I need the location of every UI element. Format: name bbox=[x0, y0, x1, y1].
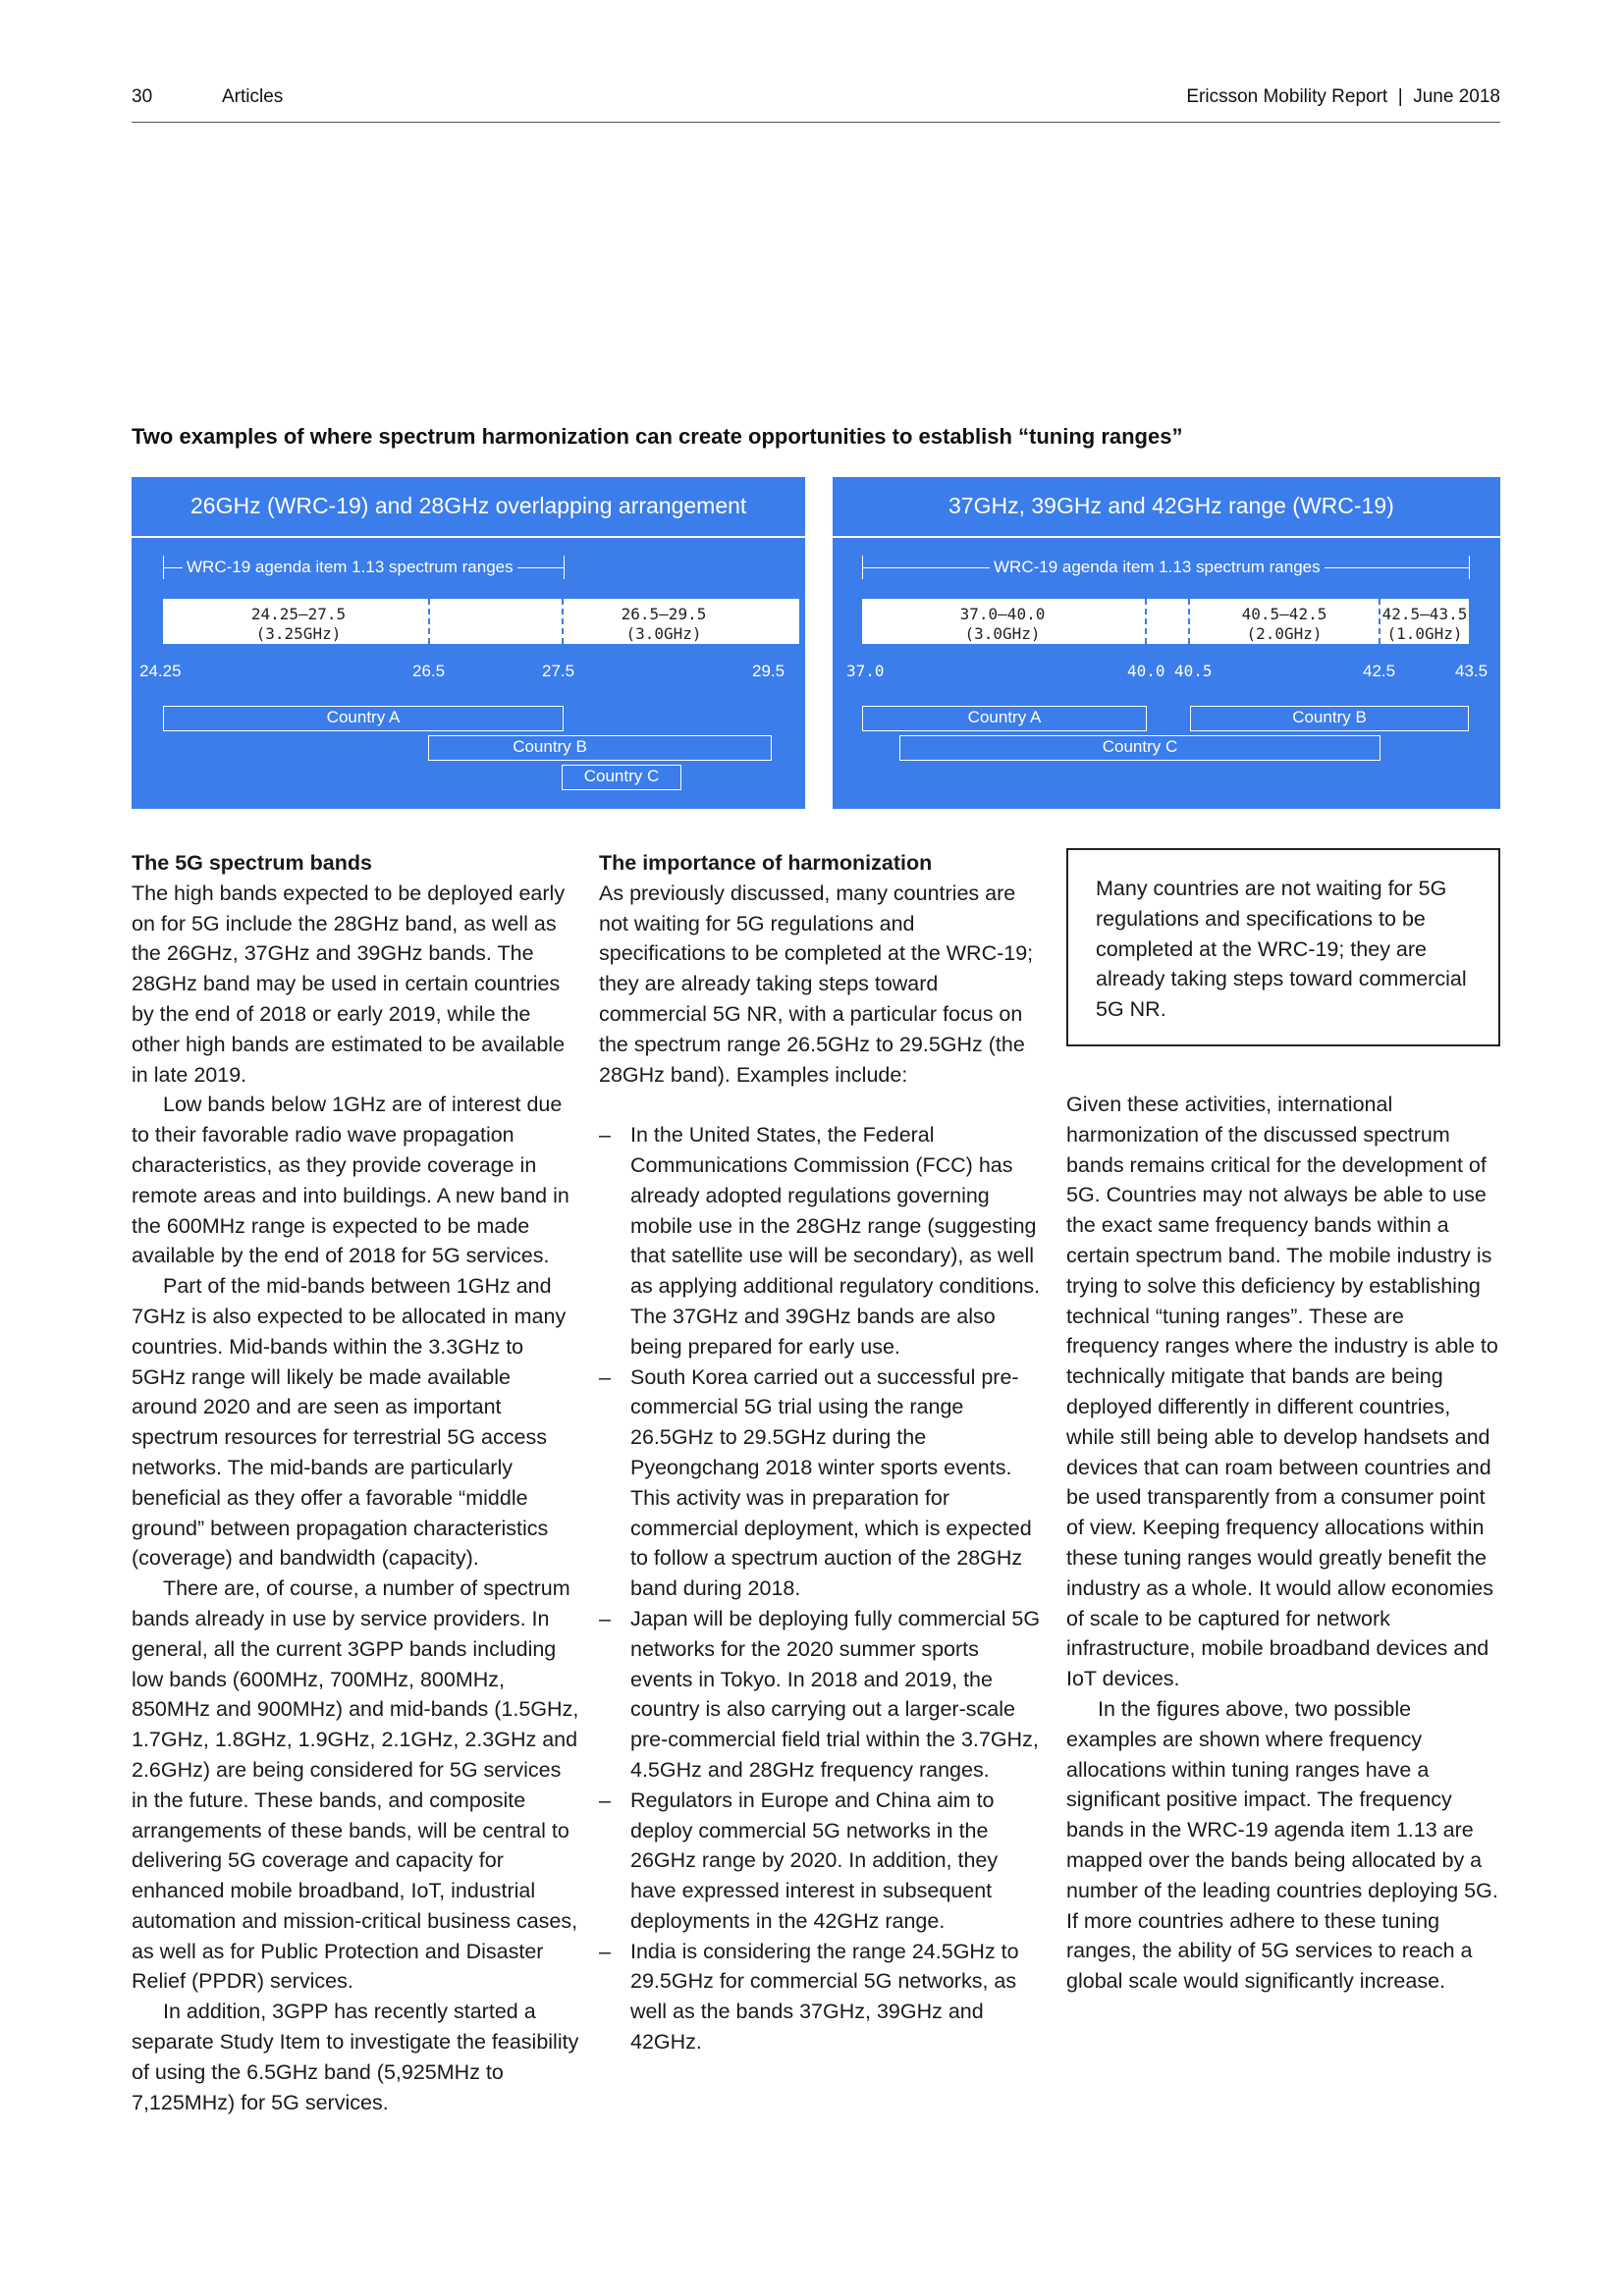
country-c-label: Country C bbox=[583, 767, 660, 785]
band-range: 40.5–42.5 bbox=[1241, 605, 1327, 623]
band-divider-27-5 bbox=[562, 599, 564, 644]
band-range: 26.5–29.5 bbox=[621, 605, 707, 623]
panel-title: 37GHz, 39GHz and 42GHz range (WRC-19) bbox=[948, 493, 1394, 518]
band-24-27-5 bbox=[210, 605, 387, 644]
tick-label: 42.5 bbox=[1363, 662, 1396, 680]
section-heading: The 5G spectrum bands bbox=[132, 851, 372, 875]
tick-label: 27.5 bbox=[542, 662, 575, 680]
band-42-5-43-5 bbox=[1380, 605, 1469, 644]
list-item-text: The 37GHz and 39GHz bands are also being prepared for early use. bbox=[630, 1304, 996, 1359]
pull-quote bbox=[1066, 848, 1500, 1046]
list-item bbox=[599, 1120, 1043, 1362]
wrc-range-end bbox=[1469, 556, 1470, 579]
paragraph: The high bands expected to be deployed early on for 5G include the 28GHz band, as well as the 26GHz, 37GHz and 39GHz bands. The 28GHz band may be used in certain countries by the end of 2018 or early 2019, while the other high bands are estimated to be available in late 2019. bbox=[132, 881, 566, 1087]
panel-title: 26GHz (WRC-19) and 28GHz overlapping arrangement bbox=[190, 493, 747, 518]
band-range: 24.25–27.5 bbox=[250, 605, 347, 623]
paragraph: As previously discussed, many countries are not waiting for 5G regulations and specifications to be completed at the WRC-19; they are already taking steps toward commercial 5G NR, with a particular focus on the spectrum range 26.5GHz to 29.5GHz (the 28GHz band). Examples include: bbox=[599, 881, 1034, 1087]
column-harmonization bbox=[599, 848, 1043, 2057]
band-width: (3.25GHz) bbox=[255, 624, 342, 643]
paragraph: In the figures above, two possible examples are shown where frequency allocations within tuning ranges have a significant positive impact. The frequency bands in the WRC-19 agenda item 1.13 are mapped over the bands being allocated by a number of the leading countries deploying 5G. If more countries adhere to these tuning ranges, the ability of 5G services to reach a global scale would significantly increase. bbox=[1066, 1696, 1498, 1994]
wrc-range-label: WRC-19 agenda item 1.13 spectrum ranges bbox=[990, 558, 1325, 577]
paragraph: Low bands below 1GHz are of interest due to their favorable radio wave propagation characteristics, as they provide coverage in remote areas and into buildings. A new band in the 600MHz range is expected to be made available by the end of 2018 for 5G services. bbox=[132, 1093, 569, 1268]
section-heading: The importance of harmonization bbox=[599, 851, 933, 875]
band-divider-40-0 bbox=[1145, 599, 1147, 644]
report-title: Ericsson Mobility Report | June 2018 bbox=[1186, 86, 1500, 107]
tick-label: 43.5 bbox=[1455, 662, 1489, 680]
list-item bbox=[599, 1362, 1043, 1604]
bullet-dash: – bbox=[599, 1123, 611, 1148]
list-item-text: South Korea carried out a successful pre-commercial 5G trial using the range 26.5GHz to 29.5GHz during the Pyeongchang 2018 winter sports events. This activity was in preparation for commercial deployment, which is expected to follow a spectrum auction of the 28GHz band during 2018. bbox=[630, 1364, 1032, 1601]
tick-label: 26.5 bbox=[412, 662, 446, 680]
spectrum-panel-37-42ghz bbox=[833, 477, 1500, 809]
list-item-text: Japan will be deploying fully commercial 5G networks for the 2020 summer sports events in Tokyo. In 2018 and 2019, the country is also carrying out a larger-scale pre-commercial field trial within the 3.7GHz, 4.5GHz and 28GHz frequency ranges. bbox=[630, 1606, 1041, 1782]
panel-divider bbox=[833, 536, 1500, 538]
list-item bbox=[599, 1604, 1043, 1786]
band-40-5-42-5 bbox=[1196, 605, 1373, 644]
country-a-label: Country A bbox=[326, 708, 401, 726]
paragraph: There are, of course, a number of spectrum bands already in use by service providers. In general, all the current 3GPP bands including low bands (600MHz, 700MHz, 800MHz, 850MHz and 900MHz) and mid-bands (1.5GHz, 1.7GHz, 1.8GHz, 1.9GHz, 2.1GHz, 2.3GHz and 2.6GHz) are being considered for 5G services in the future. These bands, and composite arrangements of these bands, will be central to delivering 5G coverage and capacity for enhanced mobile broadband, IoT, industrial automation and mission-critical business cases, as well as for Public Protection and Disaster Relief (PPDR) services. bbox=[132, 1576, 579, 1994]
column-tuning-ranges bbox=[1066, 1090, 1502, 1997]
pull-quote-text: Many countries are not waiting for 5G regulations and specifications to be completed at the WRC-19; they are already taking steps toward commercial 5G NR. bbox=[1096, 877, 1467, 1022]
list-item-text: In the United States, the Federal Communications Commission (FCC) has already adopted regulations governing mobile use in the 28GHz range (suggesting that satellite use will be secondary), as well as applying additional regulatory conditions. bbox=[630, 1123, 1041, 1299]
tick-label: 24.25 bbox=[139, 662, 182, 680]
paragraph: Given these activities, international harmonization of the discussed spectrum bands remains critical for the development of 5G. Countries may not always be able to use the exact same frequency bands within a certain spectrum band. The mobile industry is trying to solve this deficiency by establishing technical “tuning ranges”. These are frequency ranges where the industry is able to technically mitigate that bands are being deployed differently in different countries, while still being able to develop handsets and devices that can roam between countries and be used transparently from a consumer point of view. Keeping frequency allocations within these tuning ranges would greatly benefit the industry as a whole. It would allow economies of scale to be captured for network infrastructure, mobile broadband devices and IoT devices. bbox=[1066, 1093, 1498, 1691]
band-width: (1.0GHz) bbox=[1386, 624, 1463, 643]
bullet-dash: – bbox=[599, 1788, 611, 1812]
list-item-text: Regulators in Europe and China aim to deploy commercial 5G networks in the 26GHz range by 2020. In addition, they have expressed interest in subsequent deployments in the 42GHz range. bbox=[630, 1788, 999, 1933]
country-b-label: Country B bbox=[513, 737, 587, 756]
panel-divider bbox=[132, 536, 805, 538]
tick-label: 40.5 bbox=[1174, 662, 1213, 680]
band-width: (3.0GHz) bbox=[625, 624, 702, 643]
band-width: (2.0GHz) bbox=[1246, 624, 1323, 643]
tick-label: 40.0 bbox=[1127, 662, 1165, 680]
list-item bbox=[599, 1786, 1043, 1937]
band-26-5-29-5 bbox=[585, 605, 742, 644]
list-item bbox=[599, 1937, 1043, 2057]
wrc-range-label: WRC-19 agenda item 1.13 spectrum ranges bbox=[183, 558, 517, 577]
country-b-label: Country B bbox=[1292, 708, 1367, 726]
bullet-dash: – bbox=[599, 1606, 611, 1630]
header-rule bbox=[132, 122, 1500, 123]
band-range: 42.5–43.5 bbox=[1381, 605, 1468, 623]
section-name: Articles bbox=[222, 86, 284, 107]
wrc-range-end bbox=[564, 556, 565, 579]
band-divider-26-5 bbox=[428, 599, 430, 644]
column-spectrum-bands bbox=[132, 848, 579, 2117]
band-range: 37.0–40.0 bbox=[959, 605, 1046, 623]
country-c-label: Country C bbox=[1102, 737, 1178, 756]
tick-label: 37.0 bbox=[846, 662, 885, 680]
country-a-label: Country A bbox=[967, 708, 1042, 726]
spacer bbox=[599, 1090, 1043, 1120]
figure-title: Two examples of where spectrum harmonization can create opportunities to establish “tuning ranges” bbox=[132, 424, 1183, 449]
tick-label: 29.5 bbox=[752, 662, 785, 680]
bullet-dash: – bbox=[599, 1939, 611, 1963]
band-37-40 bbox=[909, 605, 1096, 644]
page-number: 30 bbox=[132, 86, 153, 107]
spectrum-panel-26-28ghz bbox=[132, 477, 805, 809]
band-width: (3.0GHz) bbox=[964, 624, 1041, 643]
list-item-text: India is considering the range 24.5GHz to 29.5GHz for commercial 5G networks, as well as the bands 37GHz, 39GHz and 42GHz. bbox=[630, 1939, 1019, 2055]
paragraph: In addition, 3GPP has recently started a separate Study Item to investigate the feasibility of using the 6.5GHz band (5,925MHz to 7,125MHz) for 5G services. bbox=[132, 2000, 579, 2114]
band-divider-40-5 bbox=[1188, 599, 1190, 644]
bullet-dash: – bbox=[599, 1364, 611, 1389]
paragraph: Part of the mid-bands between 1GHz and 7GHz is also expected to be allocated in many countries. Mid-bands within the 3.3GHz to 5GHz range will likely be made available around 2020 and are seen as important spectrum resources for terrestrial 5G access networks. The mid-bands are particularly beneficial as they offer a favorable “middle ground” between propagation characteristics (coverage) and bandwidth (capacity). bbox=[132, 1274, 567, 1571]
